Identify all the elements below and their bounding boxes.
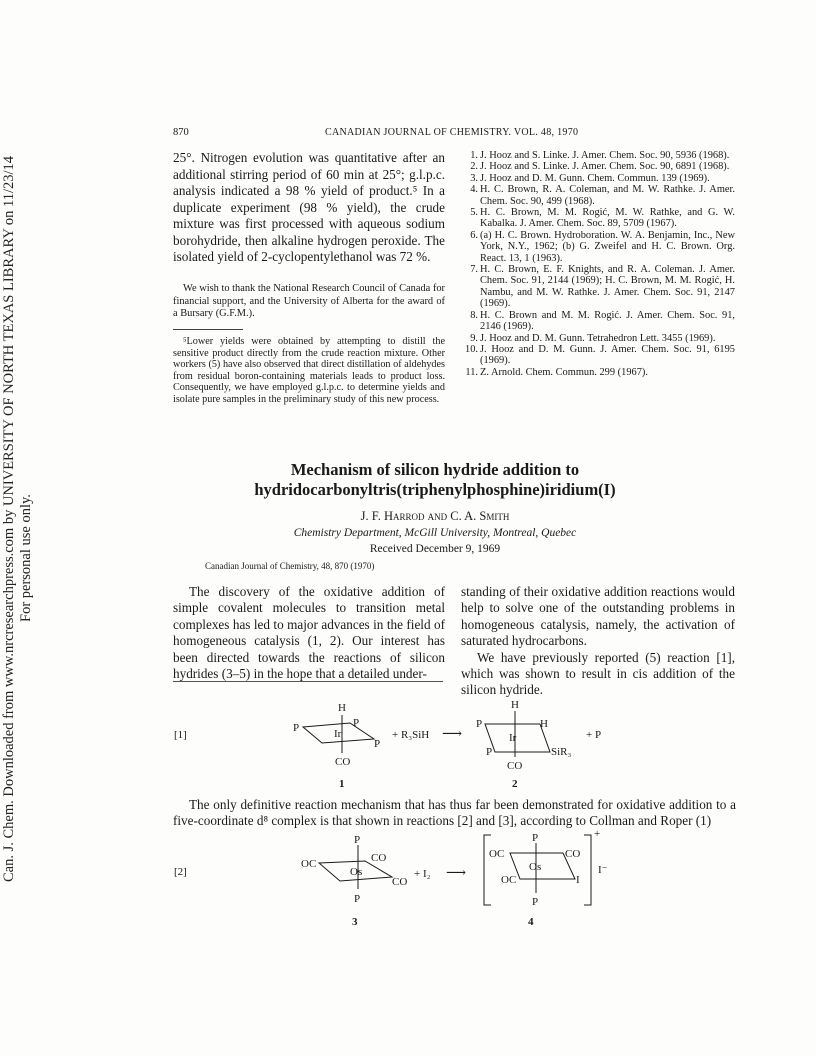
svg-text:CO: CO bbox=[507, 760, 523, 772]
svg-text:CO: CO bbox=[565, 848, 581, 860]
svg-text:OC: OC bbox=[301, 858, 317, 870]
svg-text:Ir: Ir bbox=[334, 728, 342, 740]
article-title bbox=[200, 460, 670, 500]
svg-text:OC: OC bbox=[501, 874, 517, 886]
compound-1-label: 1 bbox=[339, 778, 345, 790]
intro-column-right bbox=[461, 584, 735, 699]
svg-text:CO: CO bbox=[392, 876, 408, 888]
intro-paragraph-left: The discovery of the oxidative addition of simple covalent molecules to transition metal complexes has led to major advances in the field of homogeneous catalysis (1, 2). Our interest has been directed towards the reactions of silicon hydrides (3–5) in the hope that a detailed under- bbox=[173, 584, 445, 682]
counterion: I⁻ bbox=[598, 864, 608, 876]
authors: J. F. Harrod and C. A. Smith bbox=[360, 509, 510, 523]
download-watermark bbox=[0, 0, 39, 1056]
acknowledgment: We wish to thank the National Research Council of Canada for financial support, and the University of Alberta for the award of a Bursary (G.F.M.). bbox=[173, 283, 445, 319]
compound-4-label: 4 bbox=[528, 916, 534, 928]
reference-item: 1. J. Hooz and S. Linke. J. Amer. Chem. Soc. 90, 5936 (1968). bbox=[470, 150, 730, 161]
footnote-rule bbox=[173, 329, 243, 330]
svg-text:P: P bbox=[374, 738, 381, 750]
page-number: 870 bbox=[173, 127, 189, 138]
affiliation: Chemistry Department, McGill University, Montreal, Quebec bbox=[293, 527, 577, 539]
svg-text:P: P bbox=[354, 834, 361, 846]
intro-paragraph-right-1: standing of their oxidative addition reactions would help to solve one of the outstanding problems in homogeneous catalysis, namely, the activation of saturated hydrocarbons. bbox=[461, 584, 735, 649]
svg-text:Os: Os bbox=[529, 861, 542, 873]
svg-text:P: P bbox=[532, 832, 539, 844]
svg-text:I: I bbox=[576, 874, 580, 886]
footnote: ⁵Lower yields were obtained by attempting to distill the sensitive product directly from the crude reaction mixture. Other workers (5) have also observed that direct distillation of aldehydes from residual boron-containing materials leads to product loss. Consequently, we have employed g.l.p.c. to determine yields and isolate pure samples in the preliminary study of this new process. bbox=[173, 336, 445, 405]
reference-item: 7. H. C. Brown, E. F. Knights, and R. A. Coleman. J. Amer. Chem. Soc. 91, 2144 (1969); H. C. Brown, M. M. Rogić, H. Nambu, and M. W. Rathke. J. Amer. Chem. Soc. 91, 2147 (1969). bbox=[470, 264, 735, 310]
compound-2-label: 2 bbox=[512, 778, 518, 790]
scheme-2-arrow: ⟶ bbox=[446, 866, 467, 881]
svg-text:P: P bbox=[293, 722, 300, 734]
svg-text:H: H bbox=[338, 702, 346, 714]
reference-item: 3. J. Hooz and D. M. Gunn. Chem. Commun. 139 (1969). bbox=[470, 172, 710, 184]
watermark-line-2: For personal use only. bbox=[18, 494, 34, 622]
reference-item: 5. H. C. Brown, M. M. Rogić, M. W. Rathke, and G. W. Kabalka. J. Amer. Chem. Soc. 89, 5709 (1967). bbox=[470, 207, 735, 230]
svg-text:H: H bbox=[540, 718, 548, 730]
reference-item: 11. Z. Arnold. Chem. Commun. 299 (1967). bbox=[465, 366, 648, 378]
svg-text:CO: CO bbox=[335, 756, 351, 768]
mechanism-paragraph: The only definitive reaction mechanism that has thus far been demonstrated for oxidative addition to a five-coordinate d⁸ complex is that shown in reactions [2] and [3], according to Collman and Roper (1) bbox=[173, 797, 736, 829]
svg-text:OC: OC bbox=[489, 848, 505, 860]
received-date: Received December 9, 1969 bbox=[369, 543, 501, 555]
article-title-line-1: Mechanism of silicon hydride addition to bbox=[290, 460, 580, 479]
complex-charge: + bbox=[594, 828, 601, 840]
journal-citation: Canadian Journal of Chemistry, 48, 870 (1970) bbox=[205, 561, 375, 571]
scheme-1-reagent: + R₃SiH bbox=[392, 729, 430, 741]
column-separator-rule bbox=[173, 681, 443, 682]
svg-text:Os: Os bbox=[350, 866, 363, 878]
reference-list bbox=[462, 150, 735, 378]
reaction-scheme-1 bbox=[170, 695, 740, 790]
compound-3-label: 3 bbox=[352, 916, 358, 928]
svg-text:Ir: Ir bbox=[509, 732, 517, 744]
watermark-line-1: Can. J. Chem. Downloaded from www.nrcresearchpress.com by UNIVERSITY OF NORTH TEXAS LIBRARY on 11/23/14 bbox=[1, 155, 17, 882]
reference-item: 2. J. Hooz and S. Linke. J. Amer. Chem. Soc. 90, 6891 (1968). bbox=[470, 161, 730, 173]
svg-text:CO: CO bbox=[371, 852, 387, 864]
svg-text:P: P bbox=[486, 746, 493, 758]
scheme-1-arrow: ⟶ bbox=[442, 727, 463, 742]
article-title-line-2: hydridocarbonyltris(triphenylphosphine)iridium(I) bbox=[254, 480, 616, 499]
reference-item: 9. J. Hooz and D. M. Gunn. Tetrahedron Lett. 3455 (1969). bbox=[470, 332, 716, 344]
previous-article-paragraph: 25°. Nitrogen evolution was quantitative after an additional stirring period of 60 min at 25°; g.l.p.c. analysis indicated a 98 % yield of product.⁵ In a duplicate experiment (98 % yield), the crude mixture was first processed with aqueous sodium borohydride, then alkaline hydrogen peroxide. The isolated yield of 2-cyclopentylethanol was 72 %. bbox=[173, 150, 445, 264]
compound-3-structure bbox=[301, 834, 407, 928]
svg-text:P: P bbox=[353, 717, 360, 729]
reference-item: 4. H. C. Brown, R. A. Coleman, and M. W. Rathke. J. Amer. Chem. Soc. 90, 499 (1968). bbox=[470, 184, 735, 207]
reference-item: 10. J. Hooz and D. M. Gunn. J. Amer. Chem. Soc. 91, 6195 (1969). bbox=[465, 343, 735, 367]
compound-4-structure bbox=[484, 828, 608, 928]
scheme-2-label: [2] bbox=[174, 866, 187, 878]
svg-text:P: P bbox=[476, 718, 483, 730]
svg-text:P: P bbox=[354, 893, 361, 905]
reference-item: 8. H. C. Brown and M. M. Rogić. J. Amer. Chem. Soc. 91, 2146 (1969). bbox=[470, 309, 735, 333]
scheme-1-byproduct: + P bbox=[586, 729, 602, 741]
scheme-2-reagent: + I₂ bbox=[414, 868, 431, 880]
svg-text:P: P bbox=[532, 896, 539, 908]
intro-paragraph-right-2: We have previously reported (5) reaction [1], which was shown to result in cis addition of the silicon hydride. bbox=[461, 649, 735, 698]
scheme-1-label: [1] bbox=[174, 729, 187, 741]
reaction-scheme-2 bbox=[170, 825, 740, 935]
compound-1-structure bbox=[293, 702, 380, 790]
reference-item: 6. (a) H. C. Brown. Hydroboration. W. A. Benjamin, Inc., New York, N.Y., 1962; (b) G. Zweifel and H. C. Brown. Org. React. 13, 1 (1963). bbox=[470, 229, 735, 264]
svg-text:SiR₃: SiR₃ bbox=[551, 746, 572, 758]
compound-2-structure bbox=[476, 699, 572, 790]
running-head: CANADIAN JOURNAL OF CHEMISTRY. VOL. 48, 1970 bbox=[325, 127, 579, 138]
svg-text:H: H bbox=[511, 699, 519, 711]
